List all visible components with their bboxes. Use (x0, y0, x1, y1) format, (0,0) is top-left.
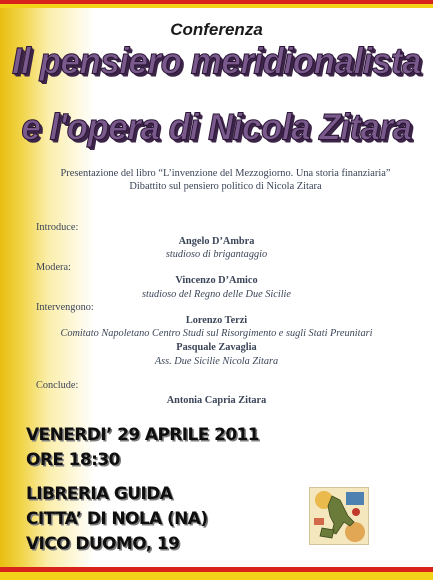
introduce-name: Angelo D’Ambra (178, 236, 255, 247)
modera-name: Vincenzo D’Amico (175, 275, 258, 286)
introduce-label: Introduce: (36, 222, 79, 233)
conclude-name: Antonia Capria Zitara (166, 395, 267, 406)
title-line-2: e l'opera di Nicola Zitara (21, 107, 412, 148)
subtitle-line-2: Dibattito sul pensiero politico di Nicola Zitara (129, 181, 322, 192)
title-line-1: Il pensiero meridionalista (11, 41, 422, 82)
intervengono-label: Intervengono: (36, 302, 94, 313)
modera-label: Modera: (36, 262, 71, 273)
speaker-name: Pasquale Zavaglia (176, 342, 257, 353)
speaker-role: Comitato Napoletano Centro Studi sul Risorgimento e sugli Stati Preunitari (60, 328, 373, 339)
conclude-label: Conclude: (36, 380, 79, 391)
two-sicilies-map-logo-icon (309, 487, 369, 545)
top-yellow-stripe (0, 4, 433, 8)
speaker-role: Ass. Due Sicilie Nicola Zitara (154, 356, 279, 367)
speaker-name: Lorenzo Terzi (185, 315, 248, 326)
bottom-yellow-stripe (0, 572, 433, 580)
kicker-label: Conferenza (170, 20, 263, 39)
introduce-role: studioso di brigantaggio (165, 249, 268, 260)
subtitle (28, 167, 423, 193)
event-time: ORE 18:30 (26, 450, 120, 470)
event-date: VENERDI’ 29 APRILE 2011 (26, 425, 259, 445)
venue-name: LIBRERIA GUIDA (26, 484, 173, 504)
modera-role: studioso del Regno delle Due Sicilie (142, 289, 291, 300)
subtitle-line-1: Presentazione del libro “L’invenzione del Mezzogiorno. Una storia finanziaria” (60, 168, 391, 179)
venue-street: VICO DUOMO, 19 (26, 534, 180, 554)
venue-city: CITTA’ DI NOLA (NA) (26, 509, 208, 529)
